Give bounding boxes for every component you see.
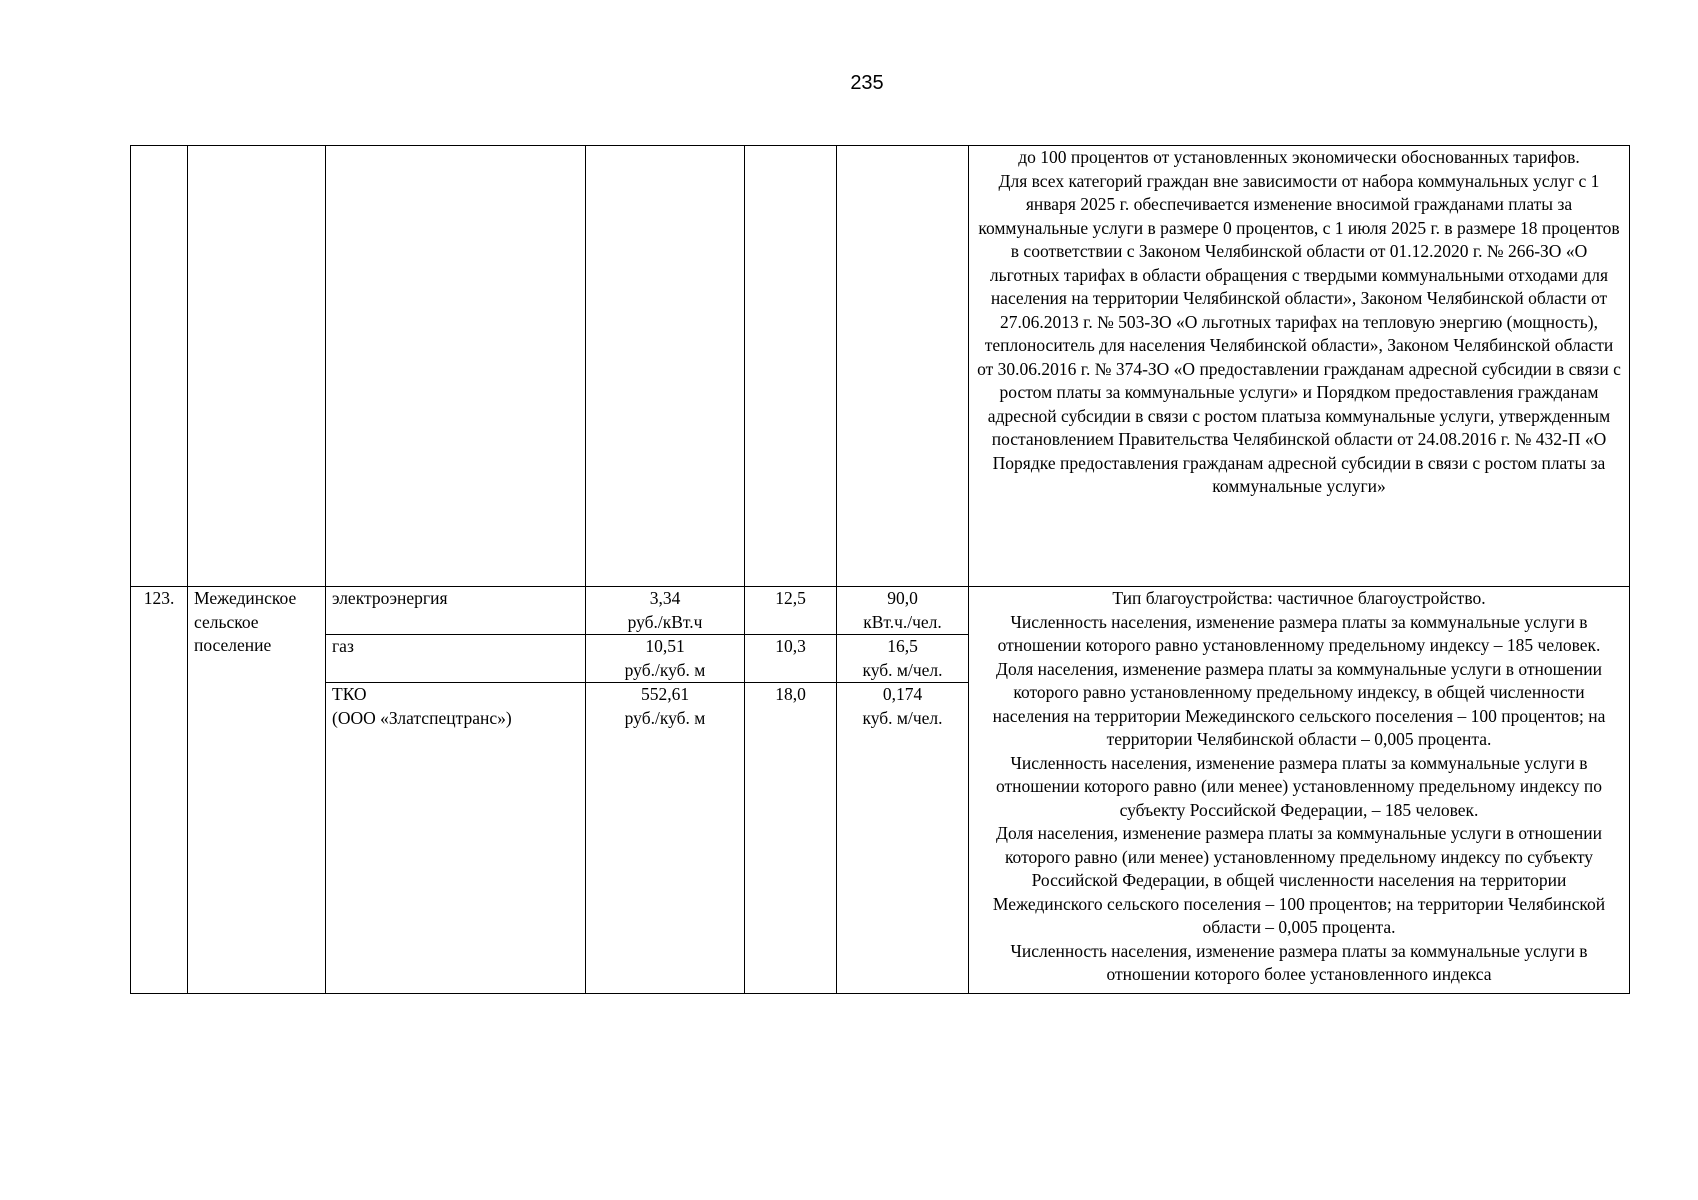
volume-unit: куб. м/чел. bbox=[862, 707, 943, 728]
tariff bbox=[586, 587, 745, 635]
volume bbox=[837, 683, 969, 994]
tariff-unit: руб./куб. м bbox=[624, 707, 706, 728]
service-name-main: ТКО bbox=[332, 684, 367, 704]
volume bbox=[837, 587, 969, 635]
tariff-unit: руб./куб. м bbox=[624, 659, 706, 680]
entry-notes bbox=[969, 587, 1630, 994]
tariff-value: 3,34 bbox=[649, 588, 681, 608]
tariff-value: 10,51 bbox=[645, 636, 685, 656]
note-paragraph: Доля населения, изменение размера платы за коммунальные услуги в отношении которого равно установленному предельному индексу, в общей численности населения на территории Межединского сельского поселения – 100 процентов; на территории Челябинской области – 0,005 процента. bbox=[992, 658, 1606, 749]
volume-unit: куб. м/чел. bbox=[862, 659, 943, 680]
tariff-value: 552,61 bbox=[640, 684, 690, 704]
note-paragraph: Численность населения, изменение размера платы за коммунальные услуги в отношении которого более установленного индекса bbox=[1010, 940, 1588, 984]
tariff-cell bbox=[586, 146, 745, 587]
note-paragraph: до 100 процентов от установленных экономически обоснованных тарифов. bbox=[1018, 147, 1580, 167]
volume-unit: кВт.ч./чел. bbox=[863, 611, 942, 632]
volume-value: 90,0 bbox=[887, 588, 918, 608]
note-paragraph: Доля населения, изменение размера платы за коммунальные услуги в отношении которого равно (или менее) установленному предельному индексу по субъекту Российской Федерации, в общей численности населения на территории Межединского сельского поселения – 100 процентов; на территории Челябинской области – 0,005 процента. bbox=[992, 823, 1606, 937]
service-cell bbox=[326, 146, 586, 587]
municipality-name: Межединское сельское поселение bbox=[188, 587, 326, 994]
tariff bbox=[586, 683, 745, 994]
tariff-unit: руб./кВт.ч bbox=[627, 611, 703, 632]
entry-number: 123. bbox=[131, 587, 188, 994]
service-row-electricity bbox=[131, 587, 1630, 635]
notes-cell bbox=[969, 146, 1630, 587]
continuation-row bbox=[131, 146, 1630, 587]
note-paragraph: Численность населения, изменение размера платы за коммунальные услуги в отношении которого равно (или менее) установленному предельному индексу по субъекту Российской Федерации, – 185 человек. bbox=[996, 752, 1602, 820]
service-name: газ bbox=[326, 635, 586, 683]
change-cell bbox=[745, 146, 837, 587]
change-percent: 10,3 bbox=[745, 635, 837, 683]
change-percent: 18,0 bbox=[745, 683, 837, 994]
number-cell bbox=[131, 146, 188, 587]
service-name bbox=[326, 683, 586, 994]
tariff-table bbox=[130, 145, 1630, 994]
volume-cell bbox=[837, 146, 969, 587]
note-paragraph: Для всех категорий граждан вне зависимости от набора коммунальных услуг с 1 января 2025 г. обеспечивается изменение вносимой гражданами платы за коммунальные услуги в размере 0 процентов, с 1 июля 2025 г. в размере 18 процентов в соответствии с Законом Челябинской области от 01.12.2020 г. № 266-ЗО «О льготных тарифах в области обращения с твердыми коммунальными отходами для населения на территории Челябинской области», Законом Челябинской области от 27.06.2013 г. № 503-ЗО «О льготных тарифах на тепловую энергию (мощность), теплоноситель для населения Челябинской области», Законом Челябинской области от 30.06.2016 г. № 374-ЗО «О предоставлении гражданам адресной субсидии в связи с ростом платы за коммунальные услуги» и Порядком предоставления гражданам адресной субсидии в связи с ростом платыза коммунальные услуги, утвержденным постановлением Правительства Челябинской области от 24.08.2016 г. № 432-П «О Порядке предоставления гражданам адресной субсидии в связи с ростом платы за коммунальные услуги» bbox=[977, 170, 1621, 496]
service-name: электроэнергия bbox=[326, 587, 586, 635]
service-name-provider: (ООО «Златспецтранс») bbox=[332, 707, 512, 728]
note-paragraph: Численность населения, изменение размера платы за коммунальные услуги в отношении которого равно установленному предельному индексу – 185 человек. bbox=[997, 611, 1601, 655]
page-number: 235 bbox=[850, 72, 884, 94]
volume-value: 0,174 bbox=[882, 684, 923, 704]
change-percent: 12,5 bbox=[745, 587, 837, 635]
note-paragraph: Тип благоустройства: частичное благоустройство. bbox=[1112, 588, 1486, 608]
volume bbox=[837, 635, 969, 683]
tariff bbox=[586, 635, 745, 683]
volume-value: 16,5 bbox=[887, 636, 918, 656]
municipality-cell bbox=[188, 146, 326, 587]
